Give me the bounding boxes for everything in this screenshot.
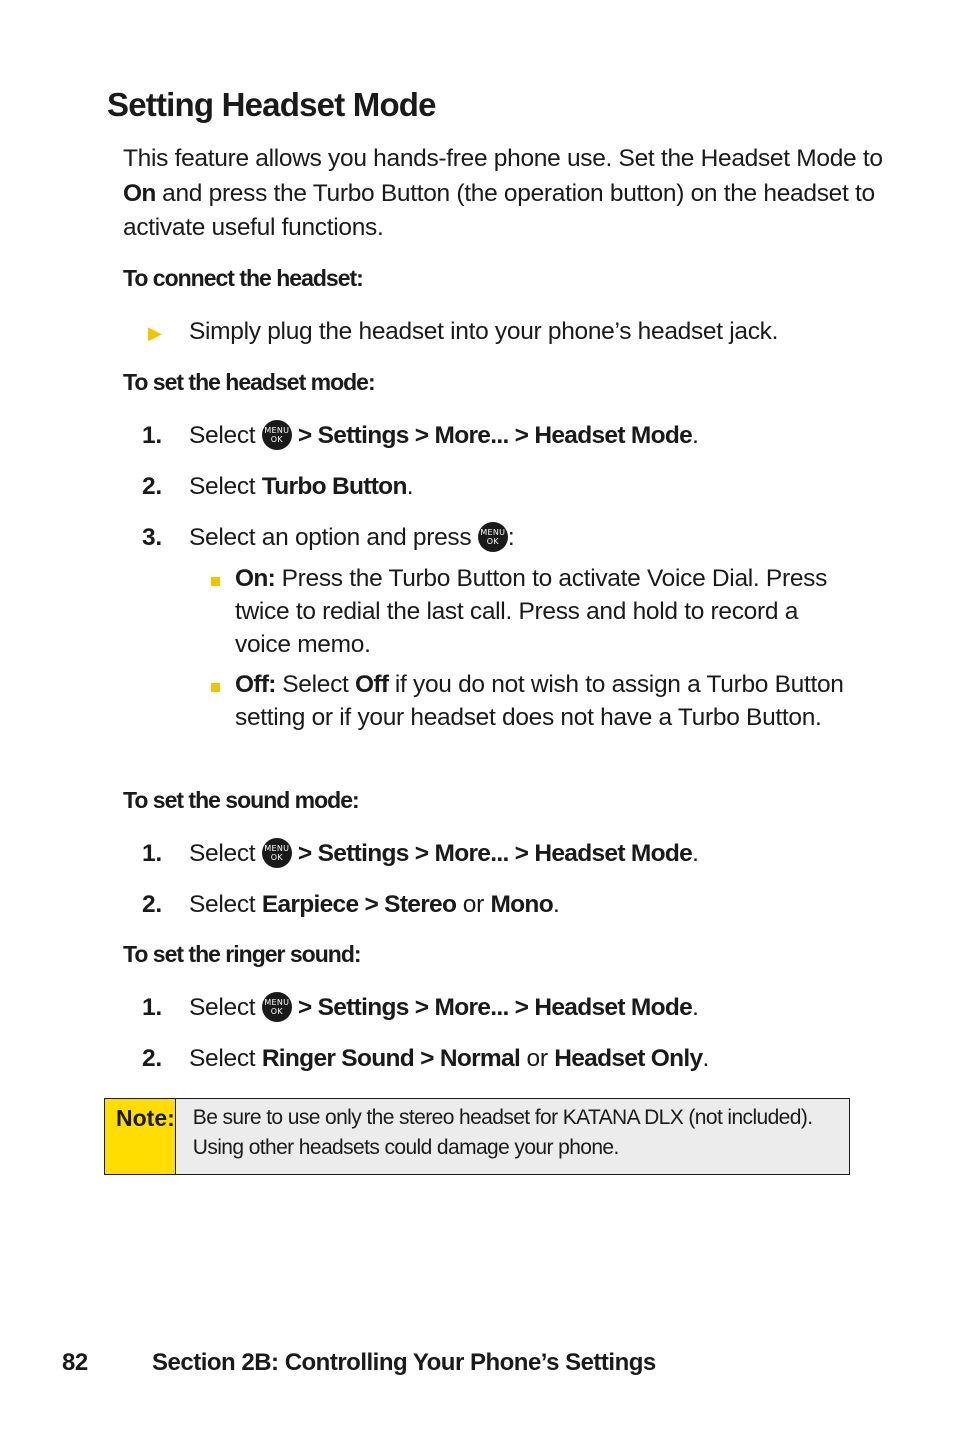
intro-on: On	[123, 179, 156, 207]
connect-heading: To connect the headset:	[123, 265, 363, 291]
sound-mode-step2	[189, 889, 559, 921]
option-bold: Earpiece > Stereo	[261, 891, 457, 918]
option-off	[235, 668, 855, 734]
headset-mode-step3	[189, 522, 514, 554]
menu-ok-key-icon: MENU OK	[262, 420, 292, 450]
option-bold: Ringer Sound > Normal	[261, 1045, 521, 1072]
sound-mode-step1	[189, 838, 699, 870]
menu-ok-key-icon: MENU OK	[262, 992, 292, 1022]
step-end: .	[692, 994, 699, 1021]
page-number: 82	[62, 1349, 88, 1376]
sound-mode-heading: To set the sound mode:	[123, 787, 359, 813]
option-label: On:	[235, 565, 276, 592]
section-title: Section 2B: Controlling Your Phone’s Settings	[152, 1349, 656, 1376]
step-end: .	[692, 840, 699, 867]
step-end: .	[692, 422, 699, 449]
note-text: Be sure to use only the stereo headset for KATANA DLX (not included). Using other headsets could damage your phone.	[192, 1106, 813, 1159]
option-bold: Headset Only	[554, 1045, 703, 1072]
option-text: Select	[275, 671, 356, 698]
step-number: 3.	[142, 524, 162, 551]
step-number: 1.	[142, 422, 162, 449]
menu-path: > Settings > More... > Headset Mode	[291, 840, 693, 867]
turbo-button-label: Turbo Button	[261, 473, 407, 500]
step-end: .	[552, 891, 560, 918]
page-title: Setting Headset Mode	[107, 86, 436, 123]
step-text: Select	[189, 473, 262, 500]
step-text: Select	[189, 994, 262, 1021]
step-text: or	[456, 891, 491, 918]
headset-mode-heading: To set the headset mode:	[123, 369, 375, 395]
step-number: 2.	[142, 1045, 162, 1072]
menu-path: > Settings > More... > Headset Mode	[291, 422, 693, 449]
menu-ok-key-icon: MENU OK	[262, 838, 292, 868]
option-label: Off:	[235, 671, 276, 698]
intro-paragraph	[123, 142, 883, 246]
step-number: 1.	[142, 840, 162, 867]
intro-part2: and press the Turbo Button (the operation button) on the headset to activate useful functions.	[123, 179, 875, 241]
square-bullet-icon	[211, 573, 220, 591]
step-end: .	[702, 1045, 709, 1072]
step-text: or	[520, 1045, 555, 1072]
menu-path: > Settings > More... > Headset Mode	[291, 994, 693, 1021]
menu-ok-key-icon: MENU OK	[478, 522, 508, 552]
note-box	[104, 1098, 850, 1175]
step-text: Select an option and press	[189, 524, 478, 551]
option-bold: Mono	[490, 891, 553, 918]
ringer-heading: To set the ringer sound:	[123, 941, 361, 967]
headset-mode-step2	[189, 471, 413, 503]
ringer-step2	[189, 1043, 709, 1075]
step-text: Select	[189, 422, 262, 449]
connect-bullet-text: Simply plug the headset into your phone’s headset jack.	[189, 318, 779, 345]
option-bold: Off	[355, 671, 389, 698]
square-bullet-icon	[211, 679, 220, 697]
intro-part1: This feature allows you hands-free phone use. Set the Headset Mode to	[123, 145, 883, 172]
step-text: Select	[189, 840, 262, 867]
step-number: 1.	[142, 994, 162, 1021]
step-text: Select	[189, 1045, 262, 1072]
option-text: Press the Turbo Button to activate Voice Dial. Press twice to redial the last call. Press and hold to record a voice memo.	[235, 565, 828, 658]
headset-mode-step1	[189, 420, 699, 452]
step-text: Select	[189, 891, 262, 918]
connect-bullet-icon: ▶	[148, 323, 162, 343]
step-end: .	[406, 473, 414, 500]
step-number: 2.	[142, 891, 162, 918]
step-number: 2.	[142, 473, 162, 500]
note-label: Note:	[105, 1099, 176, 1174]
step-end: :	[507, 524, 515, 551]
option-on	[235, 562, 855, 661]
ringer-step1	[189, 992, 699, 1024]
option-text: if you do not wish to assign a Turbo Button setting or if your headset does not have a Turbo Button.	[235, 671, 844, 731]
